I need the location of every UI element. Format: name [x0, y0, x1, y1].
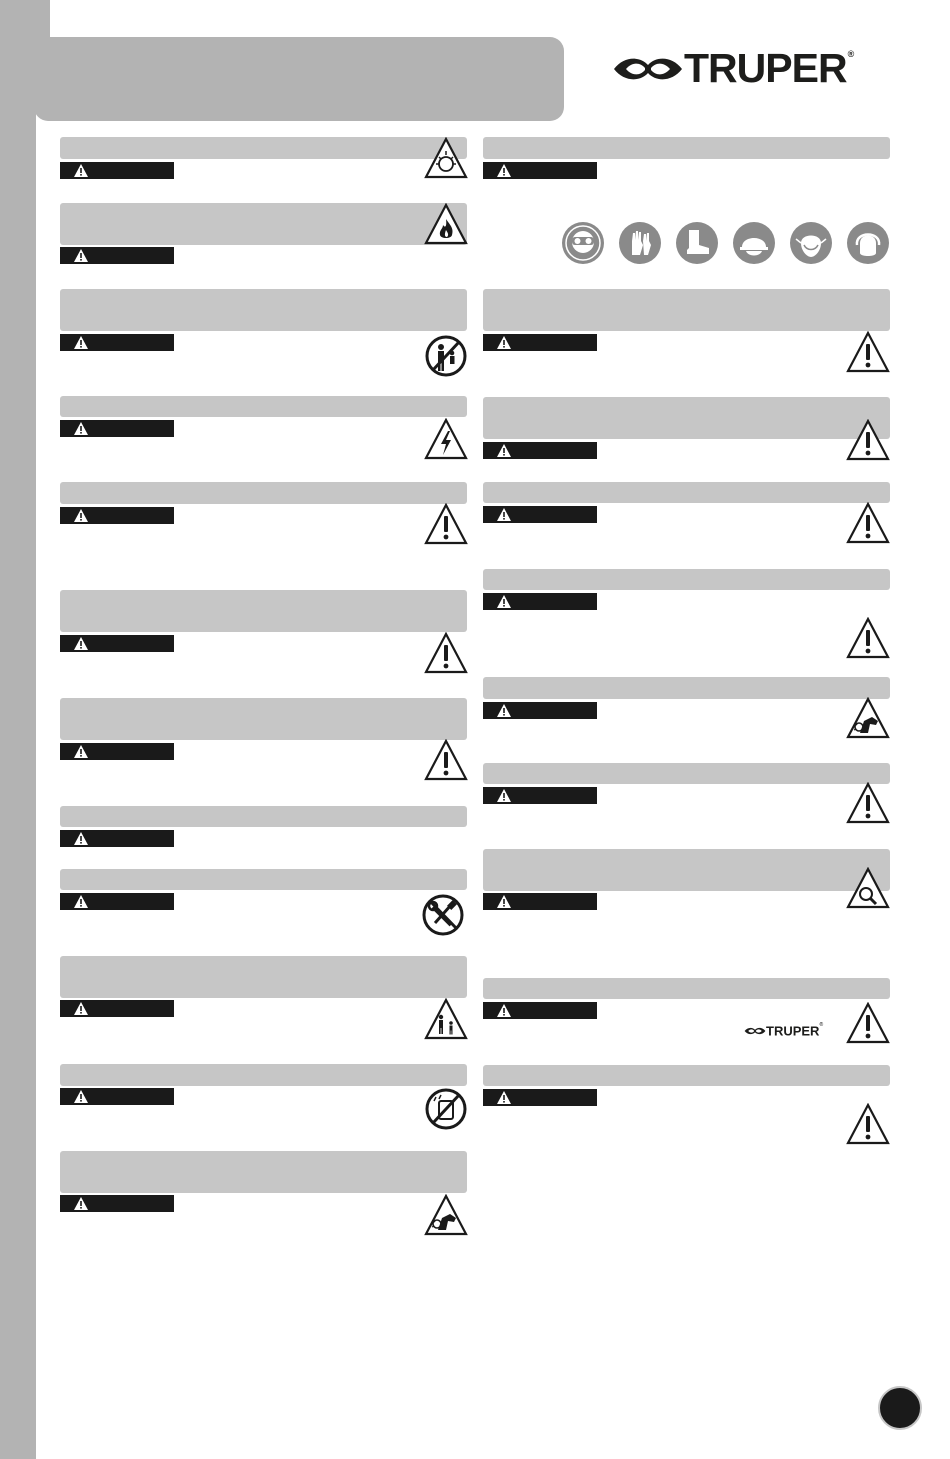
ear-protection-icon [846, 221, 890, 265]
section-header-bar [60, 137, 467, 159]
warning-tag [483, 893, 597, 910]
section-header-bar [60, 482, 467, 504]
warning-triangle-icon [497, 704, 511, 717]
safety-goggles-icon [561, 221, 605, 265]
hand-cut-hazard-icon [846, 697, 890, 741]
warning-triangle-icon [497, 595, 511, 608]
hard-hat-icon [732, 221, 776, 265]
section-header-bar [483, 1065, 890, 1086]
left-side-band [0, 0, 36, 1459]
general-warning-icon [846, 782, 890, 826]
eye-injury-warning-icon [424, 137, 468, 181]
warning-triangle-icon [497, 1091, 511, 1104]
warning-triangle-icon [74, 249, 88, 262]
warning-tag [60, 507, 174, 524]
warning-triangle-icon [74, 1090, 88, 1103]
warning-triangle-icon [74, 745, 88, 758]
section-header-bar [60, 806, 467, 827]
warning-tag [483, 162, 597, 179]
warning-tag [60, 1088, 174, 1105]
warning-triangle-icon [497, 508, 511, 521]
warning-tag [483, 787, 597, 804]
keep-bystanders-away-icon [424, 998, 468, 1042]
warning-tag [483, 702, 597, 719]
general-warning-icon [424, 739, 468, 783]
warning-triangle-icon [74, 1002, 88, 1015]
warning-tag [483, 506, 597, 523]
general-warning-icon [424, 632, 468, 676]
warning-triangle-icon [497, 895, 511, 908]
warning-triangle-icon [74, 895, 88, 908]
keep-children-away-icon [424, 334, 468, 378]
page-number-circle [878, 1386, 922, 1430]
warning-triangle-icon [74, 336, 88, 349]
header-panel [34, 37, 564, 121]
section-header-bar [60, 869, 467, 890]
warning-tag [60, 1195, 174, 1212]
warning-triangle-icon [74, 832, 88, 845]
brand-name: TRUPER [684, 45, 847, 91]
section-header-bar [60, 1151, 467, 1193]
warning-triangle-icon [497, 164, 511, 177]
warning-triangle-icon [74, 1197, 88, 1210]
section-header-bar [483, 569, 890, 590]
truper-small-logo-mark-icon [744, 1025, 766, 1037]
electric-shock-warning-icon [424, 418, 468, 462]
section-header-bar [60, 698, 467, 740]
section-header-bar [60, 1064, 467, 1086]
no-modification-tool-icon [421, 893, 465, 937]
hand-cut-hazard-icon [424, 1194, 468, 1238]
inspect-magnifier-icon [846, 867, 890, 911]
warning-tag [60, 743, 174, 760]
section-header-bar [483, 763, 890, 784]
section-header-bar [60, 396, 467, 417]
warning-triangle-icon [497, 444, 511, 457]
warning-tag [483, 334, 597, 351]
truper-logo-text [684, 45, 853, 92]
warning-tag [60, 1000, 174, 1017]
warning-tag [483, 1002, 597, 1019]
warning-tag [60, 830, 174, 847]
section-header-bar [60, 203, 467, 245]
section-header-bar [60, 289, 467, 331]
section-header-bar [60, 956, 467, 998]
protective-gloves-icon [618, 221, 662, 265]
warning-triangle-icon [74, 509, 88, 522]
warning-tag [483, 442, 597, 459]
dust-mask-icon [789, 221, 833, 265]
section-header-bar [483, 482, 890, 503]
general-warning-icon [846, 502, 890, 546]
section-header-bar [483, 289, 890, 331]
general-warning-icon [846, 331, 890, 375]
fire-warning-icon [424, 203, 468, 247]
truper-logo-mark-icon [612, 50, 684, 88]
registered-mark: ® [847, 49, 854, 59]
section-header-bar [60, 590, 467, 632]
warning-tag [60, 893, 174, 910]
warning-tag [483, 1089, 597, 1106]
general-warning-icon [424, 503, 468, 547]
warning-tag [60, 635, 174, 652]
warning-tag [60, 334, 174, 351]
section-header-bar [483, 849, 890, 891]
warning-triangle-icon [497, 1004, 511, 1017]
general-warning-icon [846, 617, 890, 661]
small-logo-registered: ® [819, 1022, 824, 1028]
section-header-bar [483, 137, 890, 159]
warning-triangle-icon [497, 789, 511, 802]
truper-small-logo [744, 1022, 823, 1040]
no-rain-exposure-icon [424, 1087, 468, 1131]
warning-tag [60, 420, 174, 437]
warning-triangle-icon [74, 164, 88, 177]
general-warning-icon [846, 419, 890, 463]
section-header-bar [483, 677, 890, 699]
warning-triangle-icon [497, 336, 511, 349]
general-warning-icon [846, 1002, 890, 1046]
header-corner [34, 0, 50, 37]
small-logo-text: TRUPER [766, 1023, 820, 1039]
warning-tag [60, 162, 174, 179]
warning-triangle-icon [74, 637, 88, 650]
warning-tag [60, 247, 174, 264]
general-warning-icon [846, 1103, 890, 1147]
warning-tag [483, 593, 597, 610]
safety-boots-icon [675, 221, 719, 265]
warning-triangle-icon [74, 422, 88, 435]
section-header-bar [483, 397, 890, 439]
section-header-bar [483, 978, 890, 999]
